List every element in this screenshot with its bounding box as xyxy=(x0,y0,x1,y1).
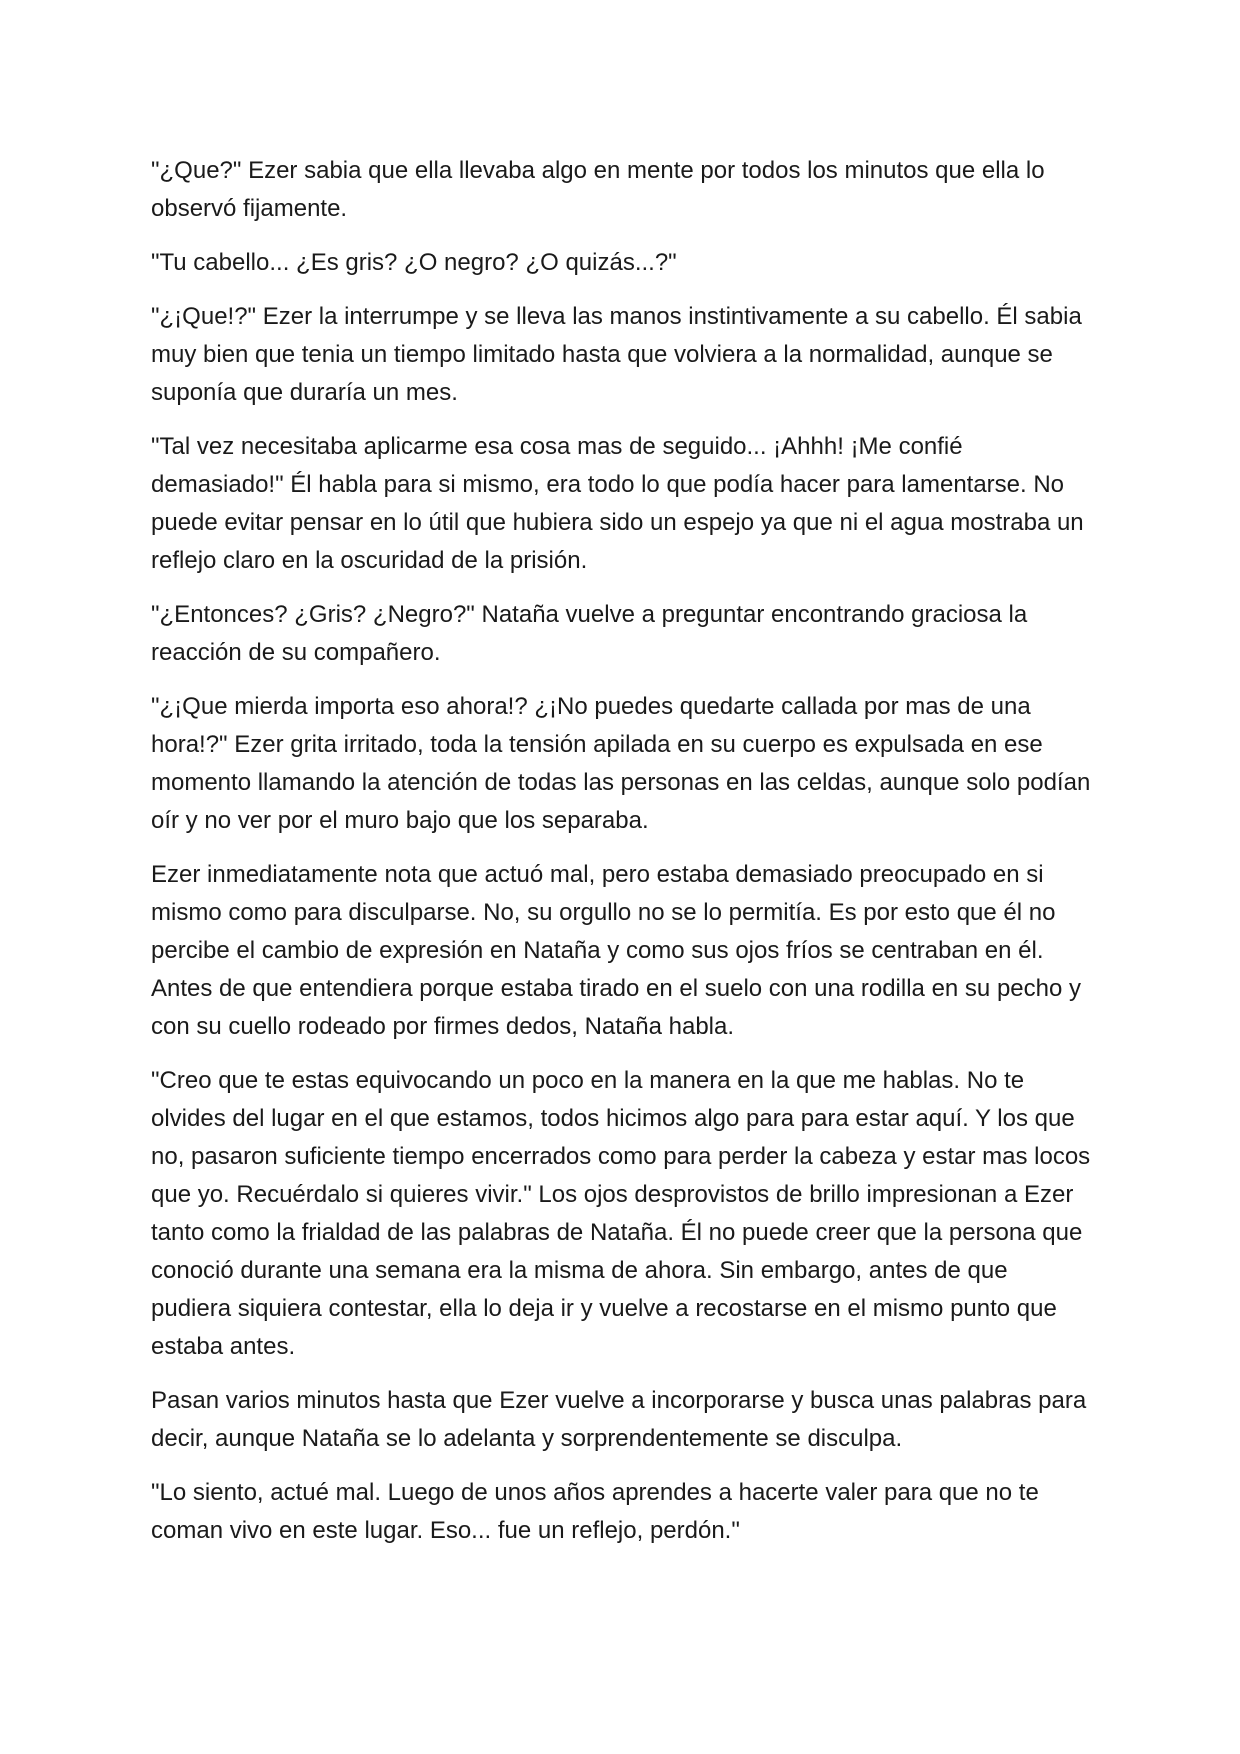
paragraph-6: "¿¡Que mierda importa eso ahora!? ¿¡No puedes quedarte callada por mas de una hora!?" Ezer grita irritado, toda la tensión apilada en su cuerpo es expulsada en ese momento llamando la atención de todas las personas en las celdas, aunque solo podían oír y no ver por el muro bajo que los separaba. xyxy=(151,693,1091,834)
paragraph-3: "¿¡Que!?" Ezer la interrumpe y se lleva las manos instintivamente a su cabello. Él sabia muy bien que tenia un tiempo limitado hasta que volviera a la normalidad, aunque se suponía que duraría un mes. xyxy=(151,303,1082,406)
paragraph-4: "Tal vez necesitaba aplicarme esa cosa mas de seguido... ¡Ahhh! ¡Me confié demasiado!" Él habla para si mismo, era todo lo que podía hacer para lamentarse. No puede evitar pensar en lo útil que hubiera sido un espejo ya que ni el agua mostraba un reflejo claro en la oscuridad de la prisión. xyxy=(151,433,1084,574)
paragraph-9: Pasan varios minutos hasta que Ezer vuelve a incorporarse y busca unas palabras para decir, aunque Nataña se lo adelanta y sorprendentemente se disculpa. xyxy=(151,1387,1087,1452)
paragraph-10: "Lo siento, actué mal. Luego de unos años aprendes a hacerte valer para que no te coman vivo en este lugar. Eso... fue un reflejo, perdón." xyxy=(151,1479,1039,1544)
paragraph-8: "Creo que te estas equivocando un poco en la manera en la que me hablas. No te olvides del lugar en el que estamos, todos hicimos algo para para estar aquí. Y los que no, pasaron suficiente tiempo encerrados como para perder la cabeza y estar mas locos que yo. Recuérdalo si quieres vivir." Los ojos desprovistos de brillo impresionan a Ezer tanto como la frialdad de las palabras de Nataña. Él no puede creer que la persona que conoció durante una semana era la misma de ahora. Sin embargo, antes de que pudiera siquiera contestar, ella lo deja ir y vuelve a recostarse en el mismo punto que estaba antes. xyxy=(151,1067,1091,1360)
document-body xyxy=(151,152,1091,1566)
paragraph-2: "Tu cabello... ¿Es gris? ¿O negro? ¿O quizás...?" xyxy=(151,249,677,276)
paragraph-1: "¿Que?" Ezer sabia que ella llevaba algo en mente por todos los minutos que ella lo observó fijamente. xyxy=(151,157,1045,222)
paragraph-5: "¿Entonces? ¿Gris? ¿Negro?" Nataña vuelve a preguntar encontrando graciosa la reacción de su compañero. xyxy=(151,601,1028,666)
paragraph-7: Ezer inmediatamente nota que actuó mal, pero estaba demasiado preocupado en si mismo como para disculparse. No, su orgullo no se lo permitía. Es por esto que él no percibe el cambio de expresión en Nataña y como sus ojos fríos se centraban en él. Antes de que entendiera porque estaba tirado en el suelo con una rodilla en su pecho y con su cuello rodeado por firmes dedos, Nataña habla. xyxy=(151,861,1081,1040)
